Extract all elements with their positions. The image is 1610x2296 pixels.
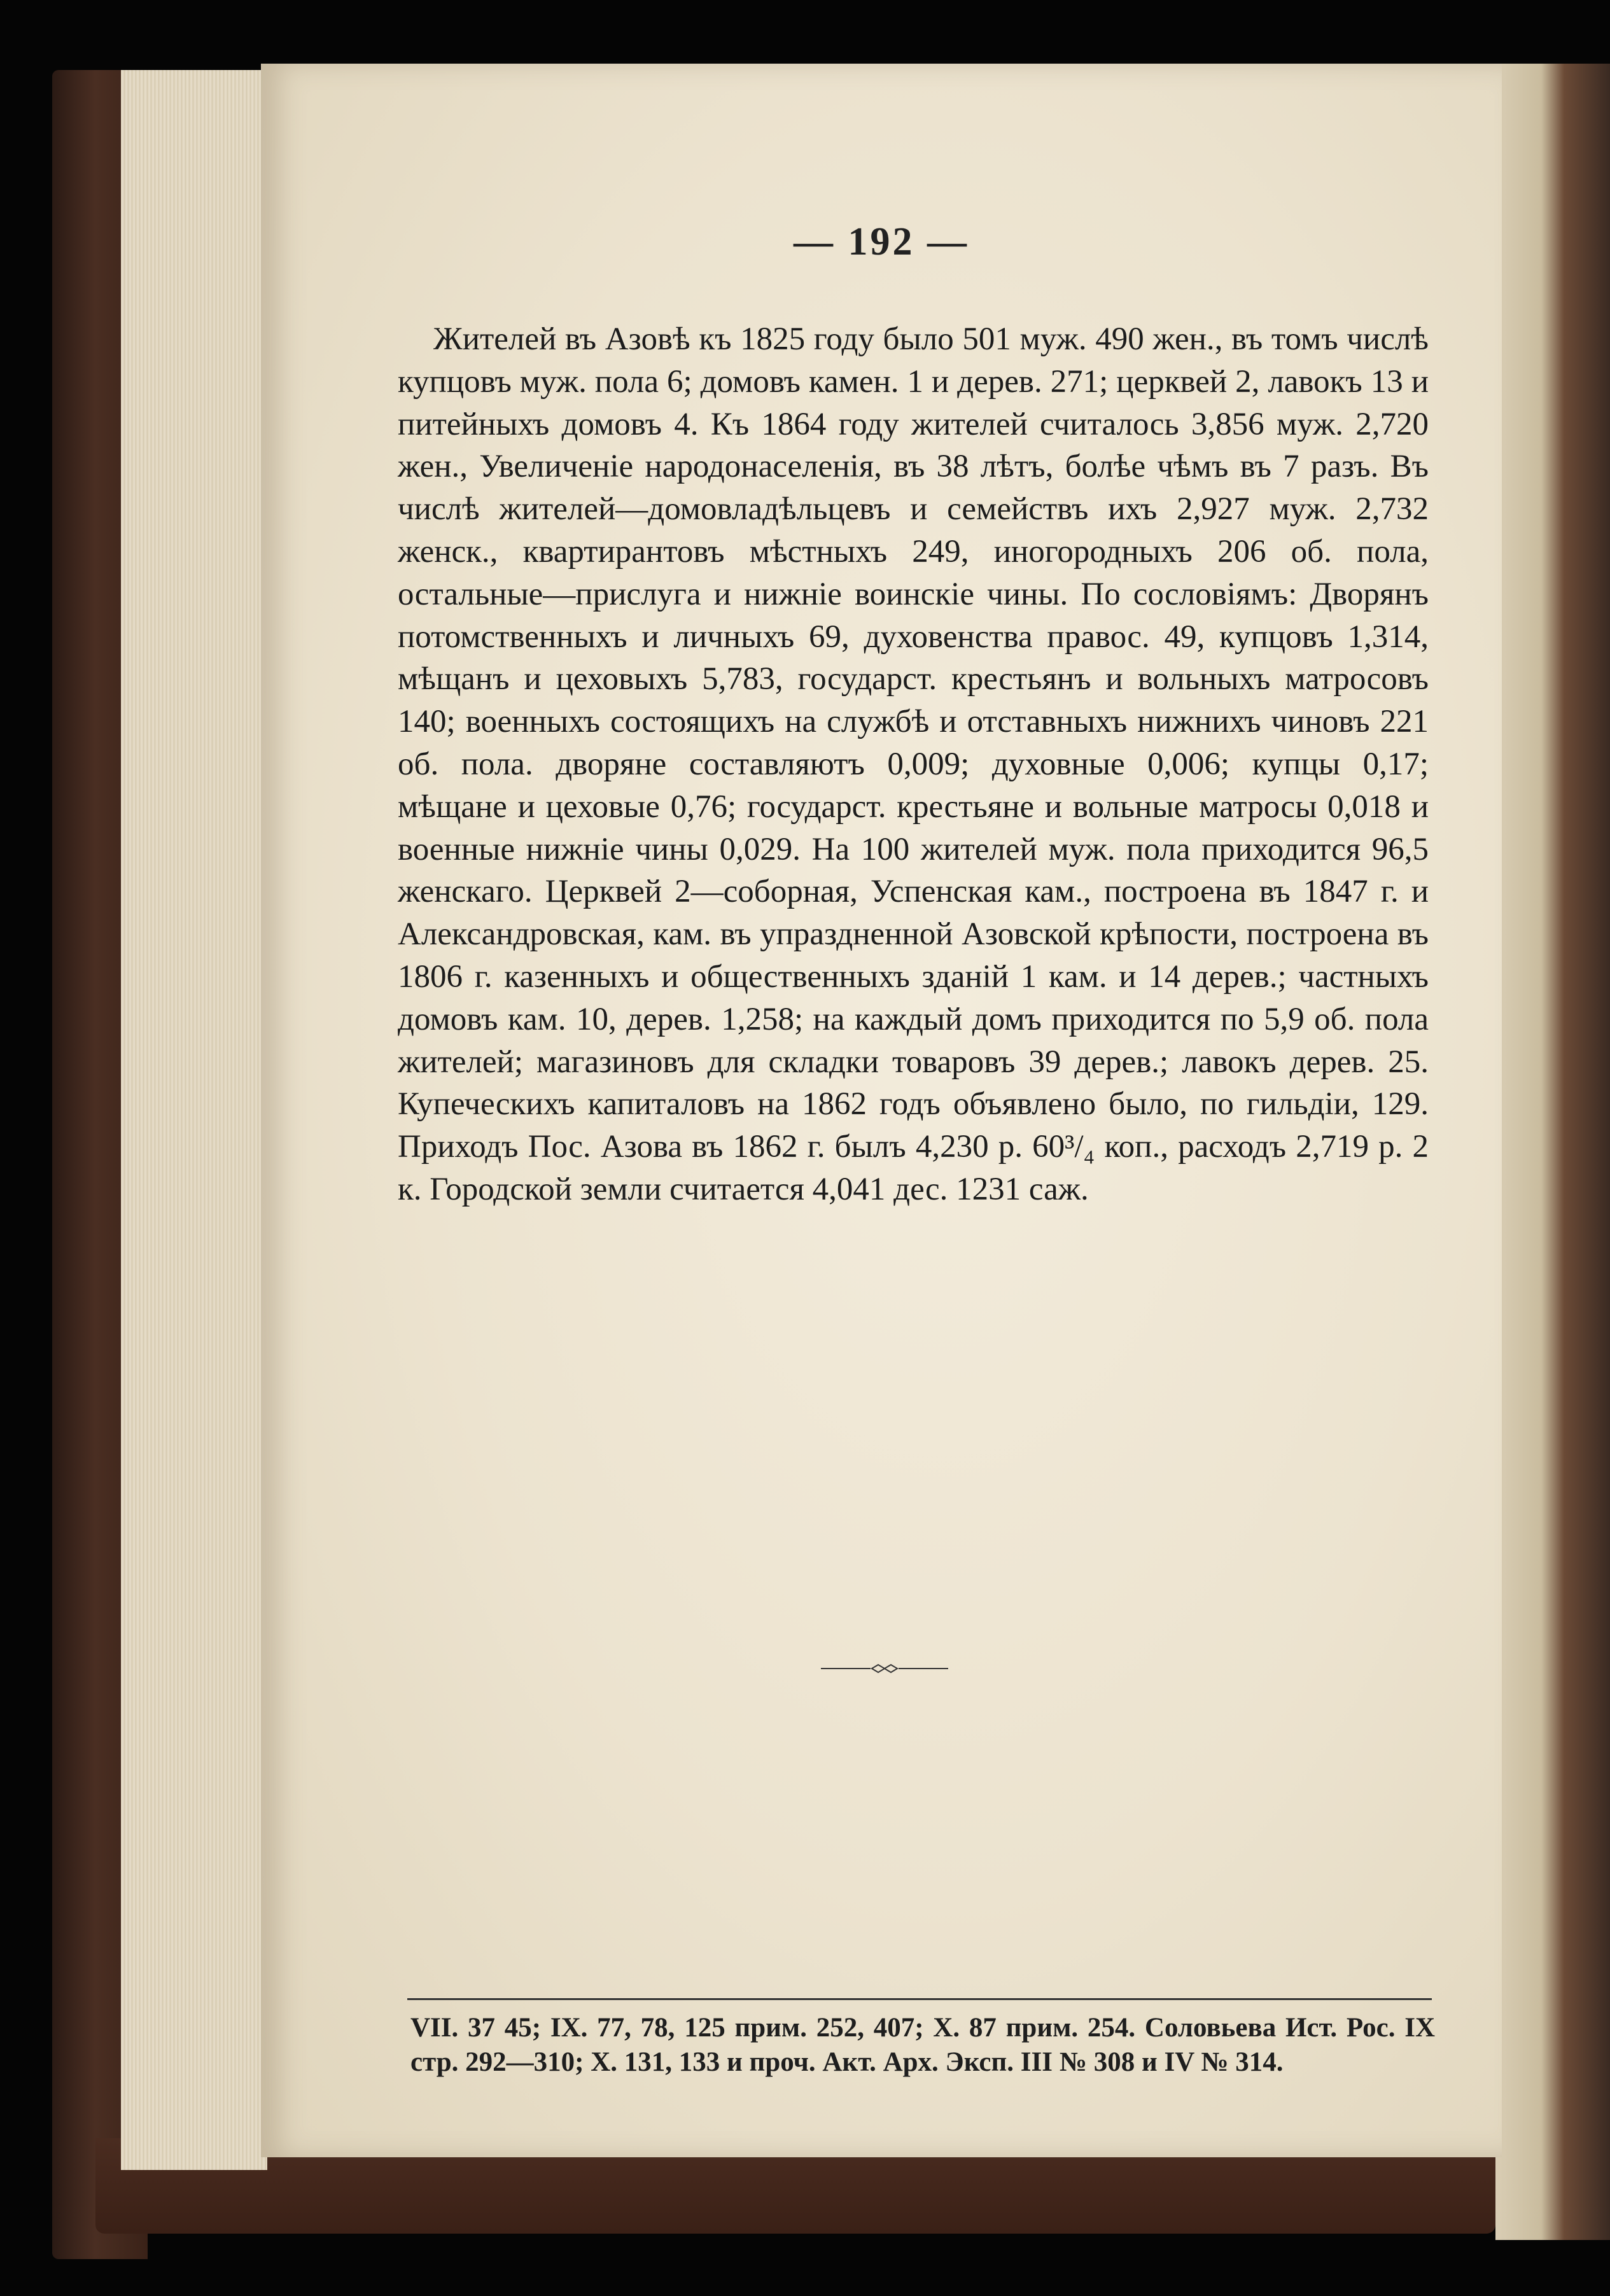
- body-paragraph: Жителей въ Азовѣ къ 1825 году было 501 муж. 490 жен., въ томъ числѣ купцовъ муж. пола 6; домовъ камен. 1 и дерев. 271; церквей 2, лавокъ 13 и питейныхъ домовъ 4. Къ 1864 году жителей считалось 3,856 муж. 2,720 жен., Увеличеніе народонаселенія, въ 38 лѣтъ, болѣе чѣмъ въ 7 разъ. Въ числѣ жителей—домовладѣльцевъ и семействъ ихъ 2,927 муж. 2,732 женск., квартирантовъ мѣстныхъ 249, иногородныхъ 206 об. пола, остальные—прислуга и нижніе воинскіе чины. По сословіямъ: Дворянъ потомственныхъ и личныхъ 69, духовенства правос. 49, купцовъ 1,314, мѣщанъ и цеховыхъ 5,783, государст. крестьянъ и вольныхъ матросовъ 140; военныхъ состоящихъ на службѣ и отставныхъ нижнихъ чиновъ 221 об. пола. дворяне составляютъ 0,009; духовные 0,006; купцы 0,17; мѣщане и цеховые 0,76; государст. крестьяне и вольные матросы 0,018 и военные нижніе чины 0,029. На 100 жителей муж. пола приходится 96,5 женскаго. Церквей 2—соборная, Успенская кам., построена въ 1847 г. и Александровская, кам. въ упраздненной Азовской крѣпости, построена въ 1806 г. казенныхъ и общественныхъ зданій 1 кам. и 14 дерев.; частныхъ домовъ кам. 10, дерев. 1,258; на каждый домъ приходится по 5,9 об. пола жителей; магазиновъ для складки товаровъ 39 дерев.; лавокъ дерев. 25. Купеческихъ капиталовъ на 1862 годъ объявлено было, по гильдіи, 129. Приходъ Пос. Азова въ 1862 г. былъ 4,230 р. 60³/₄ коп., расходъ 2,719 р. 2 к. Городской земли считается 4,041 дес. 1231 саж.: [398, 321, 1429, 1207]
- book-page: [261, 64, 1502, 2157]
- footnote-text: VII. 37 45; IX. 77, 78, 125 прим. 252, 407; X. 87 прим. 254. Соловьева Ист. Рос. IX стр. 292—310; X. 131, 133 и проч. Акт. Арх. Эксп. III № 308 и IV № 314.: [410, 2013, 1435, 2077]
- facing-page-edge: [1495, 64, 1610, 2240]
- page-number: — 192 —: [794, 220, 969, 263]
- page-block-edges: [121, 70, 267, 2170]
- footnote-separator: [407, 1998, 1432, 2000]
- section-ornament: [821, 1661, 948, 1676]
